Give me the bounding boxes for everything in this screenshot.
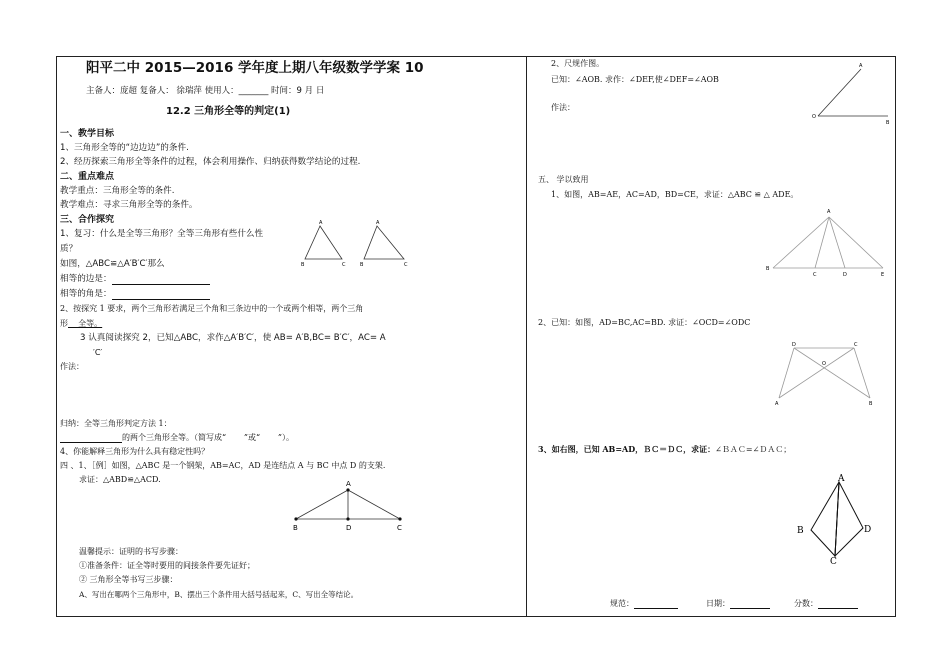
sec4-line-2: 求证：△ABD≌△ACD.	[79, 475, 161, 484]
tip-title: 温馨提示：证明的书写步骤：	[79, 547, 183, 556]
congruent-triangles-figure	[300, 218, 410, 266]
p2-line-da	[779, 348, 794, 398]
ex-label-b: B	[293, 524, 298, 532]
problem-2-figure	[772, 340, 882, 410]
p2-line-db	[794, 348, 870, 398]
tri2-label-c: C	[404, 262, 408, 268]
summary-suffix: 的两个三角形全等。（简写成“ ”或“ ”）。	[122, 433, 294, 442]
point-d	[346, 517, 349, 520]
zuofa-label: 作法：	[60, 362, 84, 371]
section-heading-explore: 三、合作探究	[60, 215, 115, 225]
key-point: 教学重点：三角形全等的条件.	[60, 186, 175, 196]
right-q2-given: 已知：∠AOB. 求作：∠DEF,使∠DEF=∠AOB	[551, 75, 719, 84]
goal-1: 1、三角形全等的“边边边”的条件.	[60, 143, 189, 153]
equal-angles-blank[interactable]	[112, 290, 210, 300]
tip-2: ② 三角形全等书写三步骤：	[79, 575, 178, 584]
summary-line-2	[60, 432, 294, 443]
goal-2: 2、经历探索三角形全等条件的过程，体会利用操作、归纳获得数学结论的过程.	[60, 157, 361, 167]
hard-point: 教学难点：寻求三角形全等的条件。	[60, 200, 198, 210]
equal-sides-blank[interactable]	[112, 275, 210, 285]
author-meta: 主备人：庞超 复备人： 徐瑞萍 使用人：_______ 时间：9 月 日	[86, 86, 325, 96]
problem-3-prefix: 3、如右图，已知 AB=AD，ＢＣ＝ＤＣ，求证：	[538, 444, 716, 454]
footer-fenshu-blank[interactable]	[818, 599, 858, 609]
point-c	[398, 517, 401, 520]
q2-prefix: 形	[60, 319, 68, 328]
ex-label-d: D	[346, 524, 352, 532]
point-a	[346, 488, 349, 491]
p2-label-b: B	[869, 401, 873, 407]
equal-angles-row	[60, 289, 210, 300]
tri1-label-a: A	[319, 220, 323, 226]
footer-riqi-blank[interactable]	[730, 599, 770, 609]
tri2-label-b: B	[360, 262, 364, 268]
footer-riqi-label: 日期：	[706, 599, 730, 608]
q4-line: 4、你能解释三角形为什么具有稳定性吗？	[60, 447, 210, 456]
problem-2: 2、已知：如图，AD=BC,AC=BD. 求证：∠OCD=∠ODC	[538, 318, 751, 327]
angle-aob-figure	[810, 60, 900, 130]
column-divider	[526, 56, 527, 617]
line-ac	[348, 490, 400, 519]
p2-label-c: C	[854, 342, 858, 348]
section-heading-goals: 一、教学目标	[60, 129, 115, 139]
footer-guifan-label: 规范：	[610, 599, 634, 608]
problem-1: 1、如图，AB=AE，AC=AD，BD=CE，求证：△ABC ≌ △ ADE。	[551, 190, 799, 199]
footer-fenshu-label: 分数：	[794, 599, 818, 608]
p1-label-a: A	[827, 209, 831, 215]
line-ab	[296, 490, 348, 519]
sec4-line-1: 四 、1、［例］如图，△ABC 是一个钢架，AB=AC，AD 是连结点 A 与 BC 中点 D 的支架.	[60, 461, 386, 470]
lesson-title: 12.2 三角形全等的判定(1)	[166, 106, 291, 117]
equal-sides-label: 相等的边是：	[60, 274, 112, 284]
p2-label-a: A	[775, 401, 779, 407]
ex-label-a: A	[346, 480, 351, 488]
right-q2-title: 2、尺规作图。	[551, 59, 605, 68]
problem-3-suffix: ∠ＢＡＣ=∠ＤＡＣ；	[715, 445, 792, 454]
tip-3: A、写出在哪两个三角形中，B、摆出三个条件用大括号括起来，C、写出全等结论。	[79, 590, 359, 599]
p1-label-b: B	[766, 266, 770, 272]
q2-line-2	[60, 318, 102, 329]
p1-line-ab	[773, 217, 829, 268]
footer-guifan-blank[interactable]	[634, 599, 678, 609]
tip-1: ①准备条件：证全等时要用的间接条件要先证好；	[79, 561, 255, 570]
problem-1-figure	[765, 205, 895, 280]
p2-label-o: O	[822, 361, 826, 367]
review-line-2: 质？	[60, 244, 78, 254]
triangle-abc-prime	[364, 226, 404, 259]
p1-label-d: D	[843, 272, 847, 278]
q3-line-2: ′C′	[93, 348, 103, 357]
angle-label-b: B	[886, 120, 890, 126]
section-heading-apply: 五、 学以致用	[538, 175, 589, 184]
p3-label-d: D	[864, 525, 872, 535]
angle-label-a: A	[859, 63, 863, 69]
ray-oa	[818, 69, 861, 116]
p2-line-ca	[779, 348, 854, 398]
footer-guifan	[610, 598, 678, 609]
equal-angles-label: 相等的角是：	[60, 289, 112, 299]
p3-line-ac	[835, 482, 839, 556]
equal-sides-row	[60, 274, 210, 285]
p3-triangle-adc	[835, 482, 863, 556]
p3-label-a: A	[838, 474, 845, 484]
p1-line-ac	[815, 217, 829, 268]
tri1-label-c: C	[342, 262, 346, 268]
right-q2-zuofa: 作法：	[551, 103, 575, 112]
footer-riqi	[706, 598, 770, 609]
page-title: 阳平二中 2015—2016 学年度上期八年级数学学案 10	[86, 60, 424, 76]
review-line-3: 如图，△ABC≌△A′B′C′那么	[60, 259, 165, 269]
triangle-abc	[305, 226, 342, 259]
p1-label-c: C	[813, 272, 817, 278]
point-b	[294, 517, 297, 520]
p2-line-cb	[854, 348, 870, 398]
p3-label-c: C	[830, 557, 837, 567]
problem-3-figure	[795, 470, 880, 565]
q2-fill: 全等。	[68, 319, 103, 328]
summary-line-1: 归纳：全等三角形判定方法 1：	[60, 419, 172, 428]
summary-blank[interactable]	[60, 433, 122, 443]
p3-label-b: B	[797, 526, 804, 536]
tri1-label-b: B	[301, 262, 305, 268]
review-line-1: 1、复习：什么是全等三角形？全等三角形有些什么性	[60, 229, 264, 239]
ex-label-c: C	[397, 524, 402, 532]
tri2-label-a: A	[376, 220, 380, 226]
q3-line-1: 3 认真阅读探究 2，已知△ABC，求作△A′B′C′，使 AB= A′B,BC= B′C′，AC= A	[80, 333, 386, 343]
problem-3	[538, 444, 791, 455]
angle-label-o: O	[812, 114, 816, 120]
p2-label-d: D	[792, 342, 796, 348]
q2-line-1: 2、按探究 1 要求，两个三角形若满足三个角和三条边中的一个或两个相等，两个三角	[60, 304, 364, 313]
p3-triangle-abc	[811, 482, 839, 556]
section-heading-key: 二、重点难点	[60, 172, 115, 182]
example-figure	[290, 480, 410, 536]
p1-label-e: E	[881, 272, 885, 278]
footer-fenshu	[794, 598, 858, 609]
